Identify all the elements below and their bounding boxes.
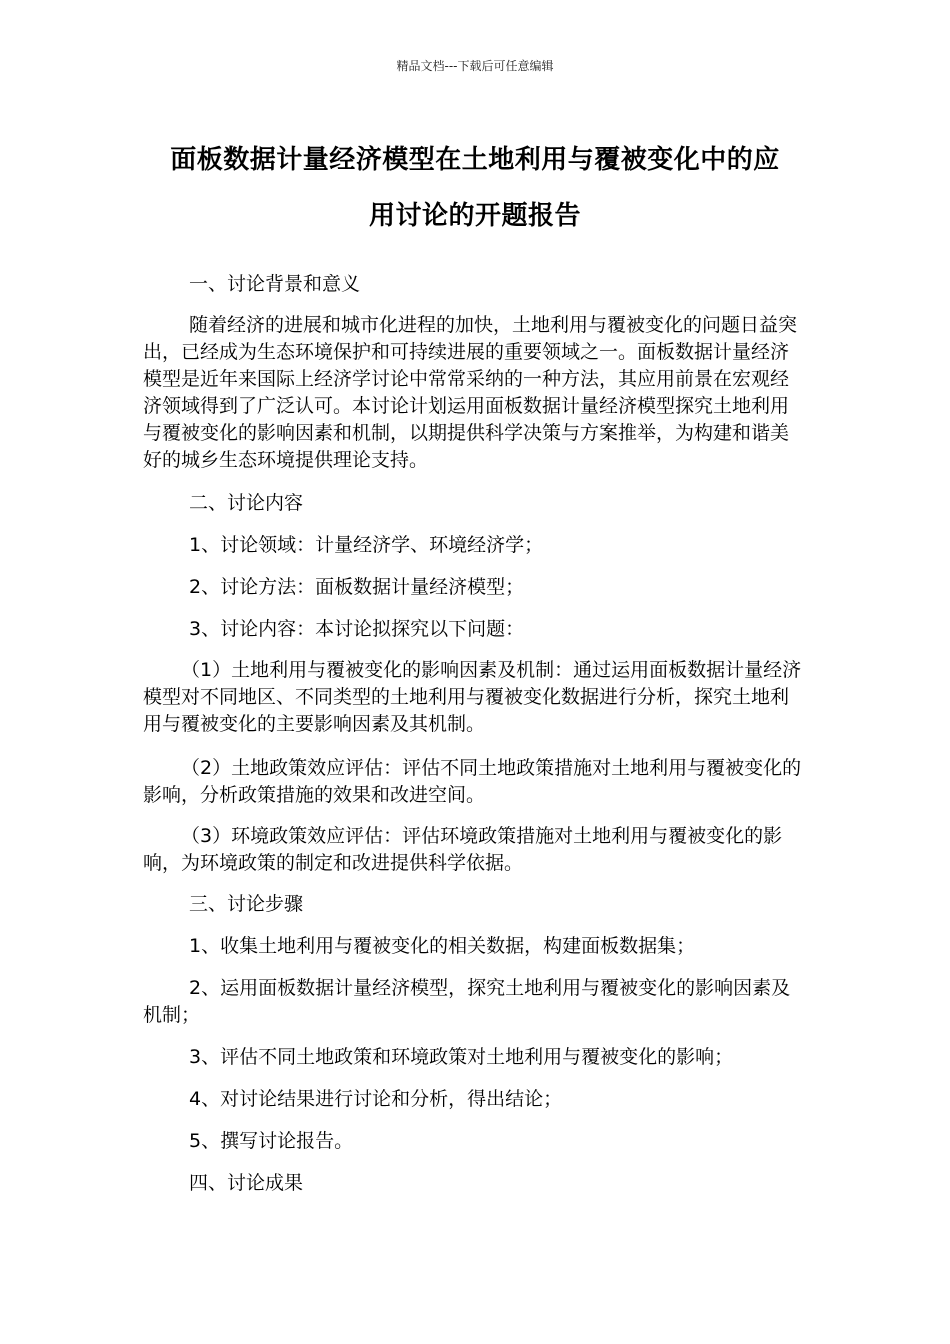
section-2-sub-1: （1）土地利用与覆被变化的影响因素及机制：通过运用面板数据计量经济模型对不同地区、不同类型的土地利用与覆被变化数据进行分析，探究土地利用与覆被变化的主要影响因素及其机制。 [143,659,802,735]
title-line-2: 用讨论的开题报告 [368,201,581,231]
section-3-step-5: 5、撰写讨论报告。 [189,1130,354,1152]
section-4-heading: 四、讨论成果 [189,1172,304,1194]
section-1-heading: 一、讨论背景和意义 [189,273,361,295]
section-2-sub-3: （3）环境政策效应评估：评估环境政策措施对土地利用与覆被变化的影响，为环境政策的制定和改进提供科学依据。 [143,825,783,874]
document-title [140,132,810,244]
section-3-step-1: 1、收集土地利用与覆被变化的相关数据，构建面板数据集； [189,935,696,957]
section-3-step-2: 2、运用面板数据计量经济模型，探究土地利用与覆被变化的影响因素及机制； [143,977,791,1026]
section-2-sub-2: （2）土地政策效应评估：评估不同土地政策措施对土地利用与覆被变化的影响，分析政策措施的效果和改进空间。 [143,757,802,806]
title-line-1: 面板数据计量经济模型在土地利用与覆被变化中的应 [170,145,780,175]
header-note: 精品文档---下载后可任意编辑 [396,59,554,73]
section-3-step-4: 4、对讨论结果进行讨论和分析，得出结论； [189,1088,563,1110]
section-3-step-3: 3、评估不同土地政策和环境政策对土地利用与覆被变化的影响； [189,1046,734,1068]
section-2-item-1: 1、讨论领域：计量经济学、环境经济学； [189,534,544,556]
section-3-heading: 三、讨论步骤 [189,893,304,915]
section-2-item-3: 3、讨论内容：本讨论拟探究以下问题： [189,618,525,640]
section-1-paragraph: 随着经济的进展和城市化进程的加快，土地利用与覆被变化的问题日益突出，已经成为生态环境保护和可持续进展的重要领域之一。面板数据计量经济模型是近年来国际上经济学讨论中常常采纳的一种方法，其应用前景在宏观经济领域得到了广泛认可。本讨论计划运用面板数据计量经济模型探究土地利用与覆被变化的影响因素和机制，以期提供科学决策与方案推举，为构建和谐美好的城乡生态环境提供理论支持。 [143,314,798,471]
section-2-heading: 二、讨论内容 [189,492,304,514]
section-2-item-2: 2、讨论方法：面板数据计量经济模型； [189,576,525,598]
